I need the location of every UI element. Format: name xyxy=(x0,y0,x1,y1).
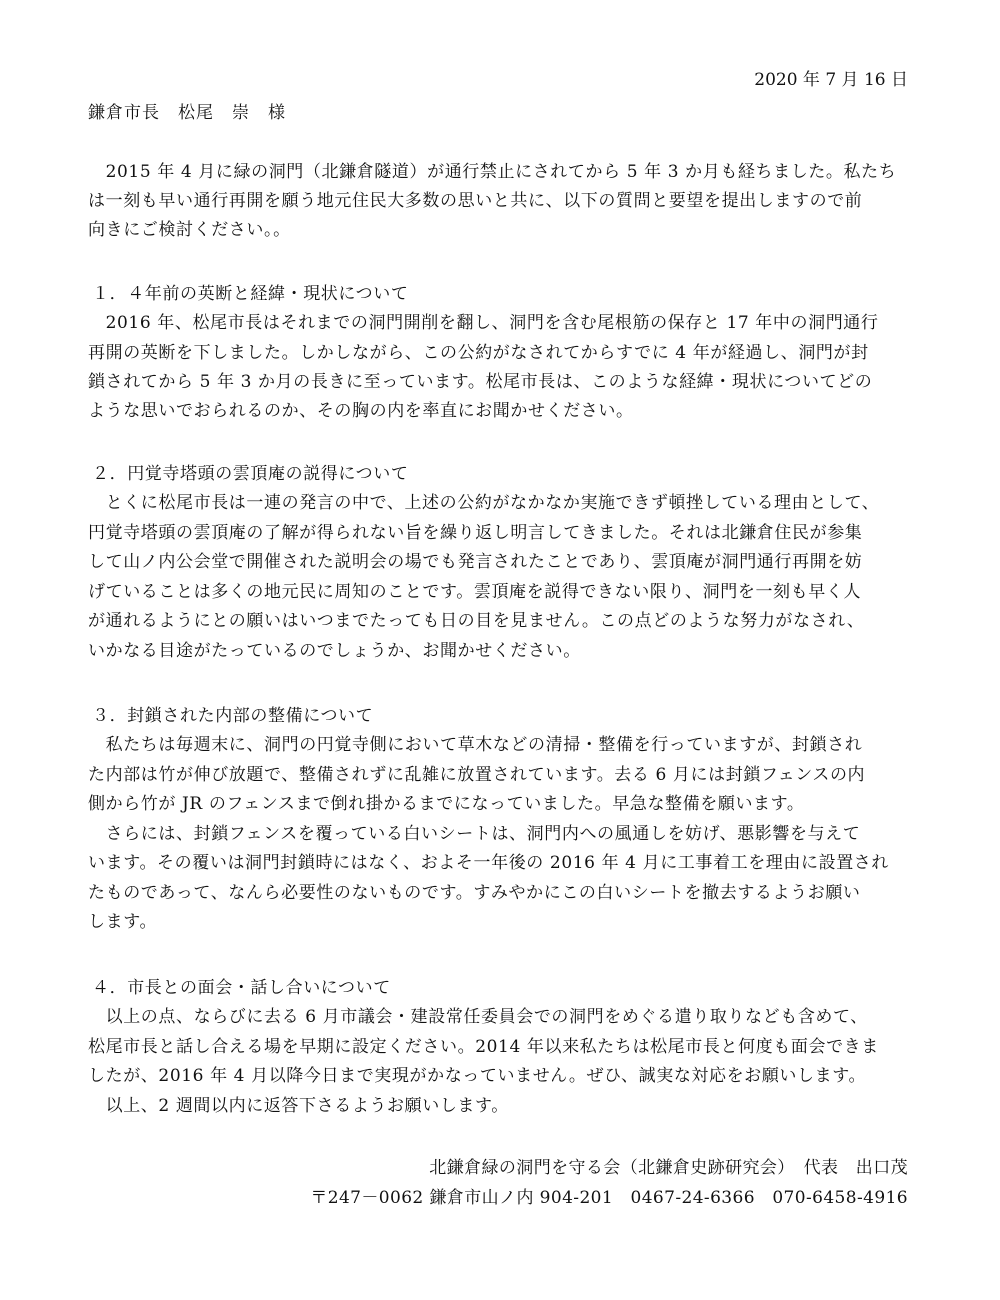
paragraph-line: したが、2016 年 4 月以降今日まで実現がかなっていません。ぜひ、誠実な対応をお願いします。 xyxy=(88,1066,867,1086)
paragraph-line: げていることは多くの地元民に周知のことです。雲頂庵を説得できない限り、洞門を一刻も早く人 xyxy=(88,582,862,602)
paragraph-line: 2016 年、松尾市長はそれまでの洞門開削を翻し、洞門を含む尾根筋の保存と 17 年中の洞門通行 xyxy=(88,313,879,333)
paragraph-line: 以上の点、ならびに去る 6 月市議会・建設常任委員会での洞門をめぐる遣り取りなども含めて、 xyxy=(88,1007,868,1027)
section-heading: ４．市長との面会・話し合いについて xyxy=(92,978,391,998)
section-heading: １．４年前の英断と経緯・現状について xyxy=(92,284,409,304)
paragraph-line: ような思いでおられるのか、その胸の内を率直にお聞かせください。 xyxy=(88,401,634,421)
paragraph-line: たものであって、なんら必要性のないものです。すみやかにこの白いシートを撤去するようお願い xyxy=(88,883,861,903)
intro-line: は一刻も早い通行再開を願う地元住民大多数の思いと共に、以下の質問と要望を提出しますので前 xyxy=(88,191,863,211)
letter-date: 2020 年 7 月 16 日 xyxy=(754,70,908,90)
paragraph-line: 鎖されてから 5 年 3 か月の長きに至っています。松尾市長は、このような経緯・現状についてどの xyxy=(88,372,873,392)
paragraph-line: いかなる目途がたっているのでしょうか、お聞かせください。 xyxy=(88,641,581,661)
section-heading: ２．円覚寺塔頭の雲頂庵の説得について xyxy=(92,464,409,484)
paragraph-line: 円覚寺塔頭の雲頂庵の了解が得られない旨を繰り返し明言してきました。それは北鎌倉住民が参集 xyxy=(88,523,863,543)
paragraph-line: さらには、封鎖フェンスを覆っている白いシートは、洞門内への風通しを妨げ、悪影響を与えて xyxy=(88,824,861,844)
intro-line: 2015 年 4 月に緑の洞門（北鎌倉隧道）が通行禁止にされてから 5 年 3 か月も経ちました。私たち xyxy=(88,162,897,182)
intro-line: 向きにご検討ください。。 xyxy=(88,220,291,240)
paragraph-line: 松尾市長と話し合える場を早期に設定ください。2014 年以来私たちは松尾市長と何度も面会できま xyxy=(88,1037,879,1057)
paragraph-line: 再開の英断を下しました。しかしながら、この公約がなされてからすでに 4 年が経過し、洞門が封 xyxy=(88,343,869,363)
paragraph-line: 側から竹が JR のフェンスまで倒れ掛かるまでになっていました。早急な整備を願います。 xyxy=(88,794,805,814)
signature-organization: 北鎌倉緑の洞門を守る会（北鎌倉史跡研究会） 代表 出口茂 xyxy=(429,1158,908,1178)
paragraph-line: た内部は竹が伸び放題で、整備されずに乱雑に放置されています。去る 6 月には封鎖フェンスの内 xyxy=(88,765,866,785)
paragraph-line: します。 xyxy=(88,912,158,932)
paragraph-line: います。その覆いは洞門封鎖時にはなく、およそ一年後の 2016 年 4 月に工事着工を理由に設置され xyxy=(88,853,889,873)
paragraph-line: が通れるようにとの願いはいつまでたっても日の目を見ません。この点どのような努力がなされ、 xyxy=(88,611,865,631)
section-heading: ３．封鎖された内部の整備について xyxy=(92,706,374,726)
paragraph-line: とくに松尾市長は一連の発言の中で、上述の公約がなかなか実施できず頓挫している理由として、 xyxy=(88,493,880,513)
paragraph-line: 私たちは毎週末に、洞門の円覚寺側において草木などの清掃・整備を行っていますが、封鎖され xyxy=(88,735,863,755)
signature-contact: 〒247－0062 鎌倉市山ノ内 904-201 0467-24-6366 070-6458-4916 xyxy=(310,1188,908,1208)
paragraph-line: 以上、2 週間以内に返答下さるようお願いします。 xyxy=(88,1096,509,1116)
addressee: 鎌倉市長 松尾 崇 様 xyxy=(88,103,286,123)
paragraph-line: して山ノ内公会堂で開催された説明会の場でも発言されたことであり、雲頂庵が洞門通行再開を妨 xyxy=(88,552,863,572)
